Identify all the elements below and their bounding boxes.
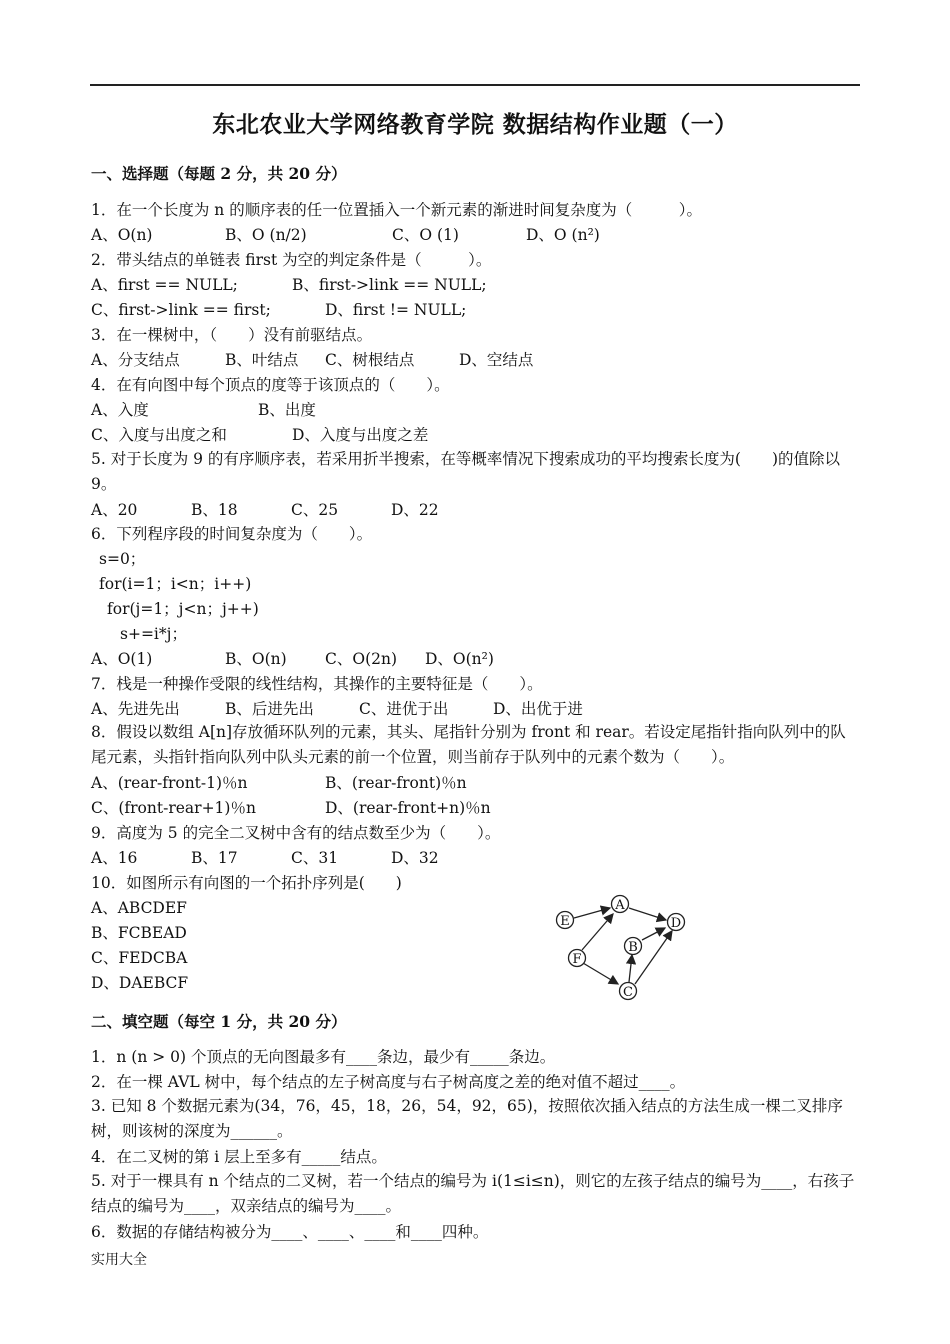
q8-options-row1: [91, 773, 467, 793]
q6-code-line-1: s=0；: [99, 550, 146, 568]
q9-option-b: B、17: [191, 849, 238, 867]
q1-options: [91, 225, 600, 245]
q4-option-d: D、入度与出度之差: [292, 426, 429, 444]
q7-option-a: A、先进先出: [91, 700, 180, 718]
q1-option-b: B、O (n/2): [225, 226, 307, 244]
q3-option-d: D、空结点: [459, 351, 534, 369]
q2-stem: 2．带头结点的单链表 first 为空的判定条件是（ ）。: [91, 251, 492, 269]
q1-option-a: A、O(n): [91, 226, 153, 244]
q8-option-d: D、(rear-front+n)％n: [325, 799, 491, 817]
q4-option-c: C、入度与出度之和: [91, 426, 227, 444]
q7-option-b: B、后进先出: [225, 700, 314, 718]
q9-option-c: C、31: [291, 849, 339, 867]
node-label-e: E: [560, 914, 570, 929]
q3-options: [91, 350, 533, 370]
q7-option-d: D、出优于进: [493, 700, 583, 718]
q8-option-b: B、(rear-front)％n: [325, 774, 467, 792]
q1-option-d: D、O (n²): [526, 226, 600, 244]
edge-c-d: [635, 931, 672, 984]
directed-graph-figure: [548, 890, 698, 1005]
q5-stem: 5. 对于长度为 9 的有序顺序表，若采用折半搜索，在等概率情况下搜索成功的平均搜索长度为( )的值除以 9。: [91, 450, 841, 493]
q6-option-a: A、O(1): [91, 650, 153, 668]
edge-f-c: [583, 963, 618, 984]
q10-option-d: D、DAEBCF: [91, 974, 189, 992]
page-footer: 实用大全: [91, 1252, 147, 1268]
q5-option-d: D、22: [391, 501, 439, 519]
q2-option-b: B、first->link == NULL;: [292, 276, 487, 294]
q6-code-line-4: s+=i*j；: [120, 625, 187, 643]
fill-q5: 5. 对于一棵具有 n 个结点的二叉树，若一个结点的编号为 i(1≤i≤n)，则它的左孩子结点的编号为____，右孩子结点的编号为____，双亲结点的编号为____。: [91, 1172, 855, 1215]
q9-options: [91, 848, 439, 868]
q3-option-b: B、叶结点: [225, 351, 299, 369]
q4-option-a: A、入度: [91, 401, 149, 419]
edge-a-d: [629, 908, 666, 920]
q4-options-row1: [91, 400, 316, 420]
q10-option-c: C、FEDCBA: [91, 949, 188, 967]
q1-stem: 1．在一个长度为 n 的顺序表的任一位置插入一个新元素的渐进时间复杂度为（ ）。: [91, 201, 702, 219]
section-1-heading: 一、选择题（每题 2 分，共 20 分）: [91, 164, 347, 183]
edge-c-b: [629, 955, 632, 982]
q9-option-d: D、32: [391, 849, 439, 867]
edge-f-a: [582, 914, 613, 950]
q3-option-a: A、分支结点: [91, 351, 180, 369]
q4-options-row2: [91, 425, 428, 445]
q5-option-c: C、25: [291, 501, 339, 519]
q2-option-a: A、first == NULL;: [91, 276, 238, 294]
node-label-d: D: [670, 916, 682, 931]
edge-e-a: [574, 908, 610, 918]
q8-option-a: A、(rear-front-1)％n: [91, 774, 248, 792]
node-label-b: B: [628, 940, 638, 955]
q10-option-a: A、ABCDEF: [91, 899, 187, 917]
top-rule: [90, 84, 860, 86]
fill-q2: 2．在一棵 AVL 树中，每个结点的左子树高度与右子树高度之差的绝对值不超过____。: [91, 1073, 686, 1091]
q9-option-a: A、16: [91, 849, 138, 867]
q6-option-d: D、O(n²): [425, 650, 494, 668]
q10-option-b: B、FCBEAD: [91, 924, 187, 942]
q8-option-c: C、(front-rear+1)％n: [91, 799, 256, 817]
fill-q3: 3. 已知 8 个数据元素为(34，76，45，18，26，54，92，65)，按照依次插入结点的方法生成一棵二叉排序树，则该树的深度为______。: [91, 1097, 843, 1140]
q2-options-row1: [91, 275, 487, 295]
q6-option-b: B、O(n): [225, 650, 287, 668]
q10-stem: 10．如图所示有向图的一个拓扑序列是( ): [91, 874, 402, 892]
q1-option-c: C、O (1): [392, 226, 459, 244]
q2-option-d: D、first != NULL;: [325, 301, 467, 319]
q4-stem: 4．在有向图中每个顶点的度等于该顶点的（ ）。: [91, 376, 450, 394]
q5-option-b: B、18: [191, 501, 238, 519]
section-2-heading: 二、填空题（每空 1 分，共 20 分）: [91, 1012, 347, 1031]
q6-option-c: C、O(2n): [325, 650, 398, 668]
q6-options: [91, 649, 494, 669]
q2-options-row2: [91, 300, 466, 320]
q4-option-b: B、出度: [258, 401, 316, 419]
fill-q6: 6．数据的存储结构被分为____、____、____和____四种。: [91, 1223, 489, 1241]
q3-option-c: C、树根结点: [325, 351, 415, 369]
q5-option-a: A、20: [91, 501, 138, 519]
node-label-c: C: [623, 985, 633, 1000]
page-title: 东北农业大学网络教育学院 数据结构作业题（一）: [212, 111, 738, 138]
q8-options-row2: [91, 798, 491, 818]
q7-stem: 7．栈是一种操作受限的线性结构，其操作的主要特征是（ ）。: [91, 675, 543, 693]
q5-options: [91, 500, 439, 520]
q6-code-line-3: for(j=1；j<n；j++): [107, 600, 259, 618]
q6-code-line-2: for(i=1；i<n；i++): [99, 575, 252, 593]
q8-stem: 8．假设以数组 A[n]存放循环队列的元素，其头、尾指针分别为 front 和 rear。若设定尾指针指向队列中的队尾元素，头指针指向队列中队头元素的前一个位置，则当前存于队列中的元素个数为（ ）。: [91, 723, 846, 766]
edge-b-d: [642, 928, 665, 940]
q3-stem: 3．在一棵树中，（ ）没有前驱结点。: [91, 326, 373, 344]
node-label-a: A: [615, 898, 625, 913]
q2-option-c: C、first->link == first;: [91, 301, 271, 319]
q7-options: [91, 699, 583, 719]
q9-stem: 9．高度为 5 的完全二叉树中含有的结点数至少为（ ）。: [91, 824, 501, 842]
fill-q1: 1．n (n > 0) 个顶点的无向图最多有____条边，最少有_____条边。: [91, 1048, 556, 1066]
q6-stem: 6．下列程序段的时间复杂度为（ ）。: [91, 525, 373, 543]
node-label-f: F: [572, 952, 582, 967]
q7-option-c: C、进优于出: [359, 700, 449, 718]
fill-q4: 4．在二叉树的第 i 层上至多有_____结点。: [91, 1148, 387, 1166]
